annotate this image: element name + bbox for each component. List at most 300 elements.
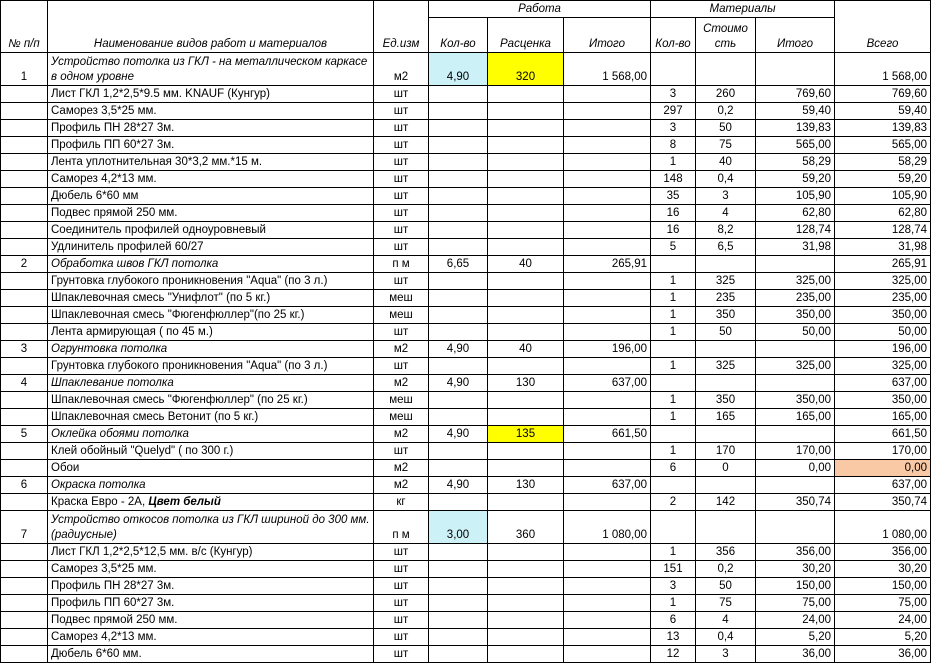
cell-work-qty (429, 103, 488, 120)
cell-mat-qty: 1 (651, 273, 696, 290)
cell-unit: шт (374, 239, 429, 256)
material-row (1, 494, 931, 511)
cell-total: 235,00 (835, 290, 931, 307)
cell-name: Шпаклевочная смесь "Унифлот" (по 5 кг.) (48, 290, 374, 307)
cell-num (1, 290, 48, 307)
work-row (1, 375, 931, 392)
cell-work-total: 196,00 (564, 341, 651, 358)
cell-mat-total: 325,00 (756, 358, 835, 375)
cell-work-rate (488, 392, 564, 409)
cell-work-qty (429, 273, 488, 290)
work-row (1, 426, 931, 443)
cell-mat-cost: 75 (696, 595, 756, 612)
cell-name: Профиль ПН 28*27 3м. (48, 578, 374, 595)
cell-work-qty (429, 612, 488, 629)
cell-unit: шт (374, 578, 429, 595)
cell-name: Профиль ПН 28*27 3м. (48, 120, 374, 137)
cell-name: Саморез 3,5*25 мм. (48, 561, 374, 578)
material-row (1, 171, 931, 188)
cell-mat-cost: 325 (696, 358, 756, 375)
cell-unit: шт (374, 544, 429, 561)
cell-work-qty (429, 358, 488, 375)
cell-mat-total: 105,90 (756, 188, 835, 205)
cell-work-qty (429, 205, 488, 222)
cell-work-qty (429, 154, 488, 171)
cell-name: Лист ГКЛ 1,2*2,5*9.5 мм. KNAUF (Кунгур) (48, 86, 374, 103)
cell-work-qty: 4,90 (429, 375, 488, 392)
cell-work-total (564, 443, 651, 460)
cell-total: 31,98 (835, 239, 931, 256)
cell-num (1, 154, 48, 171)
cell-work-rate (488, 188, 564, 205)
material-row (1, 273, 931, 290)
cell-unit: шт (374, 205, 429, 222)
cell-mat-total: 36,00 (756, 646, 835, 663)
cell-name: Удлинитель профилей 60/27 (48, 239, 374, 256)
cell-work-total (564, 595, 651, 612)
material-row (1, 443, 931, 460)
header-num: № п/п (1, 1, 48, 53)
cell-mat-total: 5,20 (756, 629, 835, 646)
cell-num (1, 120, 48, 137)
cell-mat-total (756, 256, 835, 273)
material-row (1, 324, 931, 341)
cell-work-total (564, 290, 651, 307)
material-row (1, 290, 931, 307)
cell-total: 36,00 (835, 646, 931, 663)
cell-mat-qty: 6 (651, 612, 696, 629)
material-row (1, 103, 931, 120)
cell-name: Клей обойный "Quelyd" ( по 300 г.) (48, 443, 374, 460)
cell-mat-total (756, 341, 835, 358)
cell-total: 59,20 (835, 171, 931, 188)
cell-work-qty (429, 222, 488, 239)
header-mat-total: Итого (756, 18, 835, 53)
cell-work-qty: 3,00 (429, 511, 488, 544)
cell-num (1, 392, 48, 409)
cell-mat-cost: 325 (696, 273, 756, 290)
cell-total: 1 568,00 (835, 53, 931, 86)
cell-total: 30,20 (835, 561, 931, 578)
cell-name: Дюбель 6*60 мм (48, 188, 374, 205)
cell-mat-total: 350,00 (756, 307, 835, 324)
cell-mat-qty: 3 (651, 578, 696, 595)
header-total: Всего (835, 1, 931, 53)
cell-work-qty (429, 120, 488, 137)
cell-mat-cost (696, 511, 756, 544)
cell-num (1, 205, 48, 222)
cell-mat-total (756, 53, 835, 86)
cell-unit: шт (374, 595, 429, 612)
cell-name: Обработка швов ГКЛ потолка (48, 256, 374, 273)
cell-mat-qty (651, 375, 696, 392)
cell-total: 105,90 (835, 188, 931, 205)
cell-total: 196,00 (835, 341, 931, 358)
cell-unit: шт (374, 222, 429, 239)
cell-num (1, 239, 48, 256)
cell-total: 75,00 (835, 595, 931, 612)
cell-mat-qty (651, 511, 696, 544)
cell-work-total: 637,00 (564, 477, 651, 494)
cell-num (1, 561, 48, 578)
cell-unit: м2 (374, 477, 429, 494)
cell-unit: шт (374, 137, 429, 154)
cell-unit: шт (374, 188, 429, 205)
cell-num (1, 324, 48, 341)
cell-num (1, 460, 48, 477)
cell-work-rate (488, 307, 564, 324)
cell-work-total (564, 205, 651, 222)
item-name-bold: Цвет белый (148, 496, 221, 508)
material-row (1, 646, 931, 663)
cell-name: Соединитель профилей одноуровневый (48, 222, 374, 239)
cell-work-total: 1 080,00 (564, 511, 651, 544)
cell-mat-total (756, 375, 835, 392)
cell-mat-total: 325,00 (756, 273, 835, 290)
cell-mat-total (756, 477, 835, 494)
cell-work-rate (488, 154, 564, 171)
cell-total: 350,74 (835, 494, 931, 511)
cell-work-qty (429, 409, 488, 426)
cell-work-total (564, 358, 651, 375)
cell-unit: меш (374, 290, 429, 307)
cell-name: Грунтовка глубокого проникновения "Aqua" (по 3 л.) (48, 358, 374, 375)
cell-unit: шт (374, 358, 429, 375)
cell-mat-total: 350,74 (756, 494, 835, 511)
cell-work-total (564, 120, 651, 137)
cell-work-rate: 135 (488, 426, 564, 443)
cell-mat-qty (651, 477, 696, 494)
header-unit: Ед.изм (374, 1, 429, 53)
cell-num (1, 273, 48, 290)
cell-name: Лента армирующая ( по 45 м.) (48, 324, 374, 341)
cell-mat-total: 350,00 (756, 392, 835, 409)
cell-work-total (564, 273, 651, 290)
header-work-total: Итого (564, 18, 651, 53)
cell-mat-qty: 1 (651, 307, 696, 324)
cell-work-qty (429, 86, 488, 103)
work-row (1, 256, 931, 273)
cell-mat-qty: 148 (651, 171, 696, 188)
cell-mat-qty: 1 (651, 324, 696, 341)
cell-mat-total: 24,00 (756, 612, 835, 629)
cell-work-rate (488, 290, 564, 307)
cell-mat-total: 235,00 (756, 290, 835, 307)
cell-work-total (564, 561, 651, 578)
cell-total: 350,00 (835, 392, 931, 409)
cell-unit: меш (374, 392, 429, 409)
cell-work-total: 265,91 (564, 256, 651, 273)
cell-work-qty (429, 324, 488, 341)
cell-total: 565,00 (835, 137, 931, 154)
cell-mat-total (756, 511, 835, 544)
cell-mat-qty: 16 (651, 222, 696, 239)
cell-mat-qty: 6 (651, 460, 696, 477)
cell-name: Огрунтовка потолка (48, 341, 374, 358)
cell-work-total (564, 646, 651, 663)
cell-total: 59,40 (835, 103, 931, 120)
cell-work-rate (488, 629, 564, 646)
cell-mat-qty: 16 (651, 205, 696, 222)
cell-total: 128,74 (835, 222, 931, 239)
cell-work-total: 637,00 (564, 375, 651, 392)
cell-mat-qty: 3 (651, 120, 696, 137)
cell-work-qty (429, 460, 488, 477)
cell-work-total (564, 324, 651, 341)
cell-work-rate: 360 (488, 511, 564, 544)
cell-mat-cost (696, 426, 756, 443)
cell-name: Шпаклевочная смесь Ветонит (по 5 кг.) (48, 409, 374, 426)
cell-work-qty (429, 137, 488, 154)
cell-mat-total: 150,00 (756, 578, 835, 595)
cell-mat-qty: 1 (651, 154, 696, 171)
cell-total: 265,91 (835, 256, 931, 273)
cell-unit: шт (374, 612, 429, 629)
cell-num (1, 137, 48, 154)
cell-num (1, 188, 48, 205)
material-row (1, 460, 931, 477)
cell-total: 325,00 (835, 273, 931, 290)
cell-num (1, 103, 48, 120)
cell-mat-cost (696, 256, 756, 273)
cell-total: 139,83 (835, 120, 931, 137)
material-row (1, 544, 931, 561)
material-row (1, 307, 931, 324)
header-work-qty: Кол-во (429, 18, 488, 53)
cell-work-qty: 4,90 (429, 477, 488, 494)
cell-work-total (564, 154, 651, 171)
cell-mat-cost: 170 (696, 443, 756, 460)
material-row (1, 409, 931, 426)
cell-unit: п м (374, 511, 429, 544)
cell-total: 325,00 (835, 358, 931, 375)
cell-work-qty (429, 443, 488, 460)
cell-mat-qty: 1 (651, 409, 696, 426)
cell-work-qty (429, 307, 488, 324)
cell-num: 1 (1, 53, 48, 86)
cell-mat-qty: 151 (651, 561, 696, 578)
cell-mat-total: 30,20 (756, 561, 835, 578)
cell-mat-qty (651, 426, 696, 443)
cell-mat-cost: 356 (696, 544, 756, 561)
cell-unit: м2 (374, 341, 429, 358)
cell-unit: шт (374, 273, 429, 290)
cell-work-qty (429, 239, 488, 256)
cell-work-total (564, 578, 651, 595)
cell-mat-total: 165,00 (756, 409, 835, 426)
cell-work-qty (429, 494, 488, 511)
material-row (1, 561, 931, 578)
cell-num (1, 86, 48, 103)
cell-work-rate: 130 (488, 375, 564, 392)
cell-unit: шт (374, 120, 429, 137)
cell-total: 1 080,00 (835, 511, 931, 544)
cell-mat-total: 62,80 (756, 205, 835, 222)
cell-mat-cost: 235 (696, 290, 756, 307)
material-row (1, 120, 931, 137)
cell-mat-qty: 1 (651, 595, 696, 612)
header-materials: Материалы (651, 1, 835, 18)
cell-total: 5,20 (835, 629, 931, 646)
cell-unit: кг (374, 494, 429, 511)
cell-num (1, 578, 48, 595)
cell-total: 150,00 (835, 578, 931, 595)
item-name: Краска Евро - 2А, (51, 496, 149, 508)
cell-num (1, 443, 48, 460)
cell-unit: м2 (374, 460, 429, 477)
cell-work-rate (488, 544, 564, 561)
cell-mat-cost (696, 375, 756, 392)
cell-mat-qty: 1 (651, 358, 696, 375)
cell-mat-cost: 3 (696, 646, 756, 663)
cell-work-rate (488, 273, 564, 290)
cell-unit: меш (374, 409, 429, 426)
cell-mat-cost: 6,5 (696, 239, 756, 256)
cell-name: Оклейка обоями потолка (48, 426, 374, 443)
cell-work-total (564, 103, 651, 120)
cell-work-total (564, 171, 651, 188)
cell-mat-qty: 13 (651, 629, 696, 646)
cell-work-rate (488, 137, 564, 154)
cell-total: 356,00 (835, 544, 931, 561)
cell-total: 62,80 (835, 205, 931, 222)
cell-mat-cost: 3 (696, 188, 756, 205)
cell-num: 7 (1, 511, 48, 544)
cell-total: 58,29 (835, 154, 931, 171)
cell-mat-total: 565,00 (756, 137, 835, 154)
cell-mat-total (756, 426, 835, 443)
cell-work-rate (488, 460, 564, 477)
cell-work-qty (429, 561, 488, 578)
cell-work-rate (488, 646, 564, 663)
cell-total: 170,00 (835, 443, 931, 460)
cell-work-total (564, 307, 651, 324)
cell-name: Подвес прямой 250 мм. (48, 612, 374, 629)
cell-work-rate: 40 (488, 341, 564, 358)
cell-name: Саморез 4,2*13 мм. (48, 629, 374, 646)
header-mat-cost: Стоимо сть (696, 18, 756, 53)
cell-work-total: 1 568,00 (564, 53, 651, 86)
cell-name: Дюбель 6*60 мм. (48, 646, 374, 663)
material-row (1, 137, 931, 154)
cell-work-rate (488, 222, 564, 239)
cell-mat-qty: 12 (651, 646, 696, 663)
cell-unit: шт (374, 629, 429, 646)
cell-name: Шпаклевание потолка (48, 375, 374, 392)
cell-mat-total: 59,20 (756, 171, 835, 188)
cell-work-qty (429, 544, 488, 561)
cell-unit: шт (374, 646, 429, 663)
cell-work-qty: 4,90 (429, 426, 488, 443)
cell-mat-qty: 297 (651, 103, 696, 120)
cell-mat-qty: 1 (651, 290, 696, 307)
cell-work-qty (429, 171, 488, 188)
cell-total: 637,00 (835, 477, 931, 494)
cell-work-qty (429, 595, 488, 612)
cell-unit: м2 (374, 375, 429, 392)
cell-unit: шт (374, 86, 429, 103)
material-row (1, 239, 931, 256)
cell-mat-cost: 50 (696, 324, 756, 341)
cell-total: 661,50 (835, 426, 931, 443)
cell-work-total (564, 392, 651, 409)
cell-mat-cost: 0 (696, 460, 756, 477)
cell-mat-qty: 3 (651, 86, 696, 103)
cell-mat-total: 0,00 (756, 460, 835, 477)
cell-mat-cost: 4 (696, 612, 756, 629)
cell-name: Подвес прямой 250 мм. (48, 205, 374, 222)
cell-work-total (564, 188, 651, 205)
cell-work-rate: 130 (488, 477, 564, 494)
cell-work-rate (488, 86, 564, 103)
cell-mat-cost: 165 (696, 409, 756, 426)
cell-work-rate (488, 494, 564, 511)
cell-mat-total: 59,40 (756, 103, 835, 120)
cell-name: Саморез 4,2*13 мм. (48, 171, 374, 188)
cell-num (1, 358, 48, 375)
cell-mat-total: 128,74 (756, 222, 835, 239)
cell-mat-cost (696, 341, 756, 358)
cell-work-rate (488, 409, 564, 426)
cell-mat-cost: 4 (696, 205, 756, 222)
cell-name: Лента уплотнительная 30*3,2 мм.*15 м. (48, 154, 374, 171)
cell-work-rate (488, 443, 564, 460)
cell-total: 637,00 (835, 375, 931, 392)
cell-mat-cost: 0,2 (696, 103, 756, 120)
cell-num (1, 646, 48, 663)
cell-unit: п м (374, 256, 429, 273)
cell-mat-cost (696, 53, 756, 86)
cell-mat-cost: 0,4 (696, 629, 756, 646)
cell-unit: шт (374, 171, 429, 188)
cell-work-rate (488, 103, 564, 120)
cell-mat-cost: 8,2 (696, 222, 756, 239)
cell-mat-qty (651, 256, 696, 273)
cell-num (1, 629, 48, 646)
cell-mat-total: 356,00 (756, 544, 835, 561)
cell-total: 769,60 (835, 86, 931, 103)
cell-mat-total: 769,60 (756, 86, 835, 103)
cell-mat-total: 58,29 (756, 154, 835, 171)
cell-mat-qty (651, 341, 696, 358)
cell-name: Профиль ПП 60*27 3м. (48, 595, 374, 612)
work-row (1, 477, 931, 494)
cell-work-total (564, 409, 651, 426)
cell-mat-cost (696, 477, 756, 494)
cell-work-qty: 6,65 (429, 256, 488, 273)
cell-total: 350,00 (835, 307, 931, 324)
cell-work-qty (429, 188, 488, 205)
cell-mat-qty: 5 (651, 239, 696, 256)
cell-work-qty: 4,90 (429, 53, 488, 86)
cell-mat-qty: 1 (651, 392, 696, 409)
cell-work-qty (429, 646, 488, 663)
cell-work-total (564, 460, 651, 477)
cell-name: Профиль ПП 60*27 3м. (48, 137, 374, 154)
work-row (1, 511, 931, 544)
cell-unit: меш (374, 307, 429, 324)
cell-num (1, 595, 48, 612)
cell-mat-total: 50,00 (756, 324, 835, 341)
cell-mat-total: 170,00 (756, 443, 835, 460)
cell-work-rate (488, 120, 564, 137)
cell-mat-cost: 350 (696, 307, 756, 324)
cell-work-rate (488, 595, 564, 612)
cell-num (1, 612, 48, 629)
cell-mat-cost: 50 (696, 578, 756, 595)
cell-work-total (564, 629, 651, 646)
cell-mat-cost: 0,4 (696, 171, 756, 188)
